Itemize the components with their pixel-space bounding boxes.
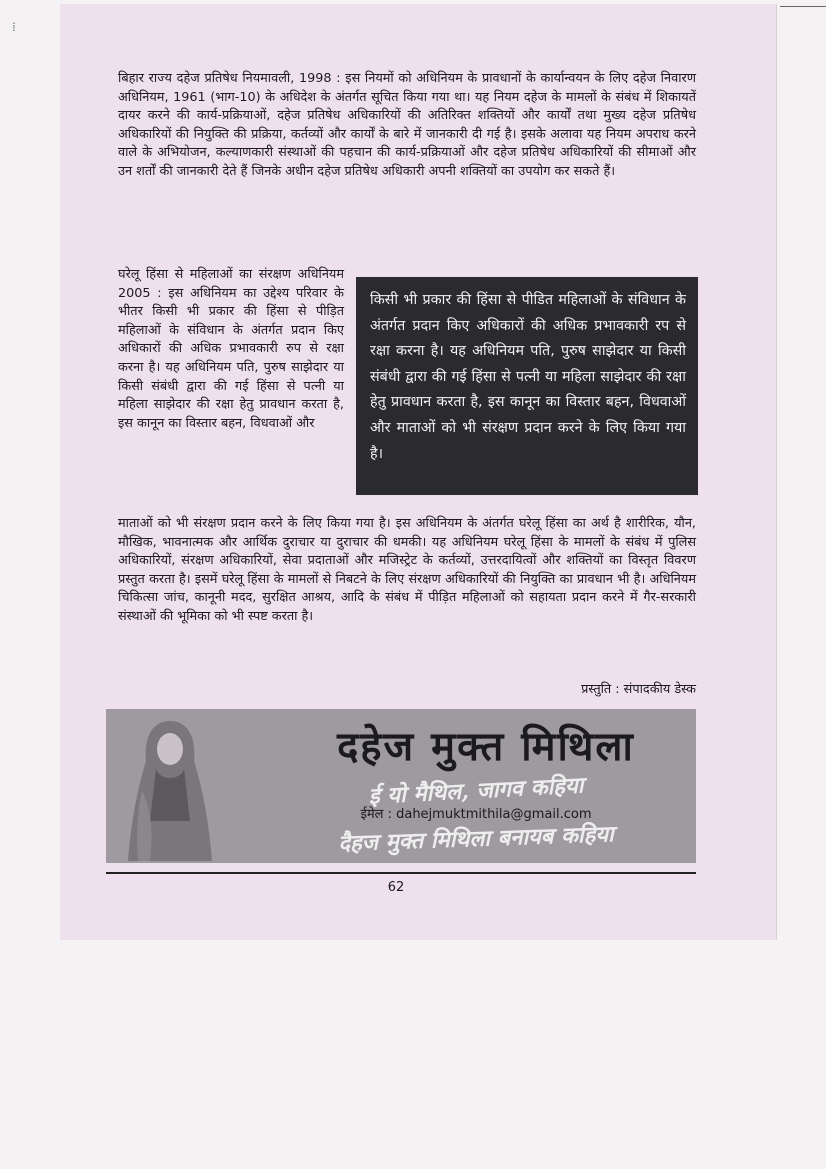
editorial-credit: प्रस्तुति : संपादकीय डेस्क [581, 682, 696, 697]
campaign-banner [106, 709, 696, 863]
scan-speck: ⁞ [12, 20, 16, 34]
pull-quote-box: किसी भी प्रकार की हिंसा से पीडित महिलाओं के संविधान के अंतर्गत प्रदान किए अधिकारों की अधिक प्रभावकारी रप से रक्षा करना है। यह अधिनियम पति, पुरुष साझेदार या किसी संबंधी द्वारा की गई हिंसा से पत्नी या महिला साझेदार की रक्षा हेतु प्रावधान करता है, इस कानून का विस्तार बहन, विधवाओं और माताओं को भी संरक्षण प्रदान करने के लिए किया गया है। [356, 277, 698, 495]
banner-slogan-1: ई यो मैथिल, जागव कहिया [368, 772, 584, 810]
banner-slogan-2: दैहज मुक्त मिथिला बनायब कहिया [337, 821, 615, 857]
paragraph-domestic-violence-cont: माताओं को भी संरक्षण प्रदान करने के लिए किया गया है। इस अधिनियम के अंतर्गत घरेलू हिंसा का अर्थ है शारीरिक, यौन, मौखिक, भावनात्मक और आर्थिक दुराचार या दुराचार की धमकी। यह अधिनियम घरेलू हिंसा के मामलों के संबंध में पुलिस अधिकारियों, संरक्षण अधिकारियों, सेवा प्रदाताओं और मजिस्ट्रेट के कर्तव्यों, उत्तरदायित्वों और शक्तियों का विस्तृत विवरण प्रस्तुत करता है। इसमें घरेलू हिंसा के मामलों से निबटने के लिए संरक्षण अधिकारियों की नियुक्ति का प्रावधान भी है। अधिनियम चिकित्सा जांच, कानूनी मदद, सुरक्षित आश्रय, आदि के संबंध में पीड़ित महिलाओं को सहायता प्रदान करने में गैर-सरकारी संस्थाओं की भूमिका को भी स्पष्ट करता है। [118, 516, 696, 624]
paragraph-domestic-violence-intro: घरेलू हिंसा से महिलाओं का संरक्षण अधिनियम 2005 : इस अधिनियम का उद्देश्य परिवार के भीतर किसी भी प्रकार की हिंसा से पीड़ित महिलाओं के संविधान के अंतर्गत प्रदान किए अधिकारों की अधिक प्रभावकारी रुप से रक्षा करना है। यह अधिनियम पति, पुरुष साझेदार या किसी संबंधी द्वारा की गई हिंसा से पत्नी या महिला साझेदार की रक्षा हेतु प्रावधान करता है, इस कानून का विस्तार बहन, विधवाओं और [118, 267, 344, 431]
woman-portrait-image [120, 711, 220, 861]
page-number: 62 [387, 880, 405, 895]
paragraph-dowry-rules: बिहार राज्य दहेज प्रतिषेध नियमावली, 1998 : इस नियमों को अधिनियम के प्रावधानों के कार्यान्वयन के लिए दहेज निवारण अधिनियम, 1961 (भाग-10) के अधिदेश के अंतर्गत सूचित किया गया था। यह नियम दहेज के मामलों के संबंध में शिकायतें दायर करने की कार्य-प्रक्रियाओं, दहेज प्रतिषेध अधिकारियों की अतिरिक्त शक्तियों और कार्यों तथा मुख्य दहेज प्रतिषेध अधिकारियों की नियुक्ति की प्रक्रिया, कर्तव्यों और कार्यों के बारे में जानकारी दी गई है। इसके अलावा यह नियम अपराध करने वाले के अभियोजन, कल्याणकारी संस्थाओं की पहचान की कार्य-प्रक्रियाओं और दहेज प्रतिषेध अधिकारियों की सीमाओं और उन शर्तों की जानकारी देते हैं जिनके अधीन दहेज प्रतिषेध अधिकारी अपनी शक्तियों का उपयोग कर सकते हैं। [118, 71, 696, 179]
banner-title: दहेज मुक्त मिथिला [337, 723, 635, 770]
footer-rule [106, 872, 696, 874]
top-edge-line [780, 6, 826, 7]
banner-email: ईमेल : dahejmuktmithila@gmail.com [360, 807, 592, 822]
